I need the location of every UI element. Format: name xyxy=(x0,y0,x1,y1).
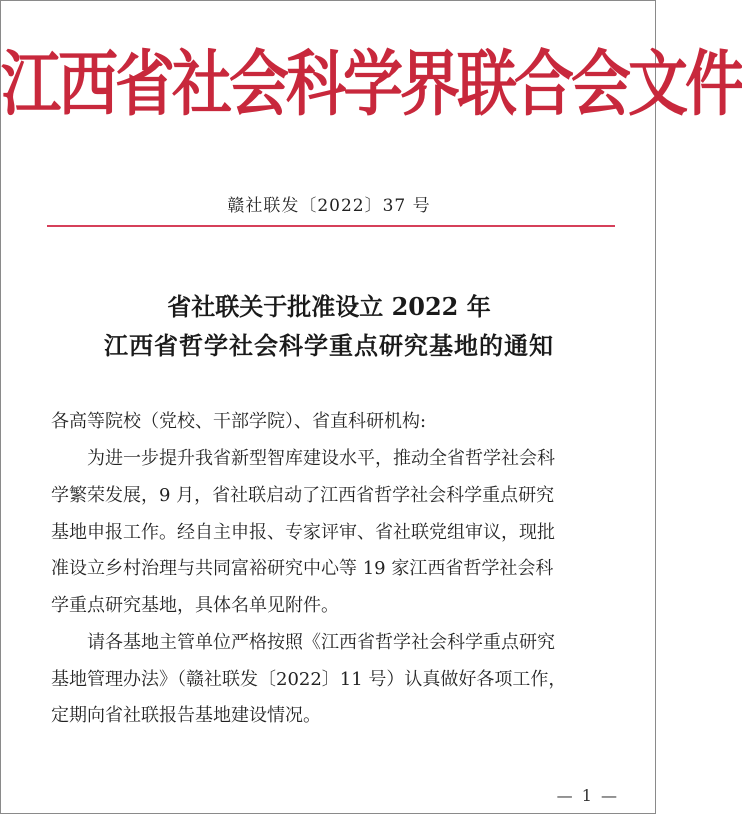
paragraph-1-line-4: 准设立乡村治理与共同富裕研究中心等 19 家江西省哲学社会科 xyxy=(51,558,554,579)
salutation: 各高等院校（党校、干部学院）、省直科研机构: xyxy=(51,411,427,432)
paragraph-2-line-1: 请各基地主管单位严格按照《江西省哲学社会科学重点研究 xyxy=(87,632,555,653)
page-number: — 1 — xyxy=(556,786,619,805)
paragraph-2-line-2: 基地管理办法》（赣社联发〔2022〕11 号）认真做好各项工作， xyxy=(51,669,567,690)
document-number: 赣社联发〔2022〕37 号 xyxy=(227,196,431,216)
paragraph-1-line-2: 学繁荣发展，9 月，省社联启动了江西省哲学社会科学重点研究 xyxy=(51,485,555,506)
red-divider xyxy=(47,225,615,227)
notice-title-line-1: 省社联关于批准设立 2022 年 xyxy=(167,292,491,321)
paragraph-1-line-3: 基地申报工作。经自主申报、专家评审、省社联党组审议，现批 xyxy=(51,522,555,543)
masthead-title: 江西省社会科学界联合会文件 xyxy=(1,43,742,127)
notice-title-line-2: 江西省哲学社会科学重点研究基地的通知 xyxy=(104,331,554,360)
paragraph-1-line-5: 学重点研究基地，具体名单见附件。 xyxy=(51,595,339,616)
paragraph-1-line-1: 为进一步提升我省新型智库建设水平，推动全省哲学社会科 xyxy=(87,448,555,469)
paragraph-2-line-3: 定期向省社联报告基地建设情况。 xyxy=(51,705,321,726)
